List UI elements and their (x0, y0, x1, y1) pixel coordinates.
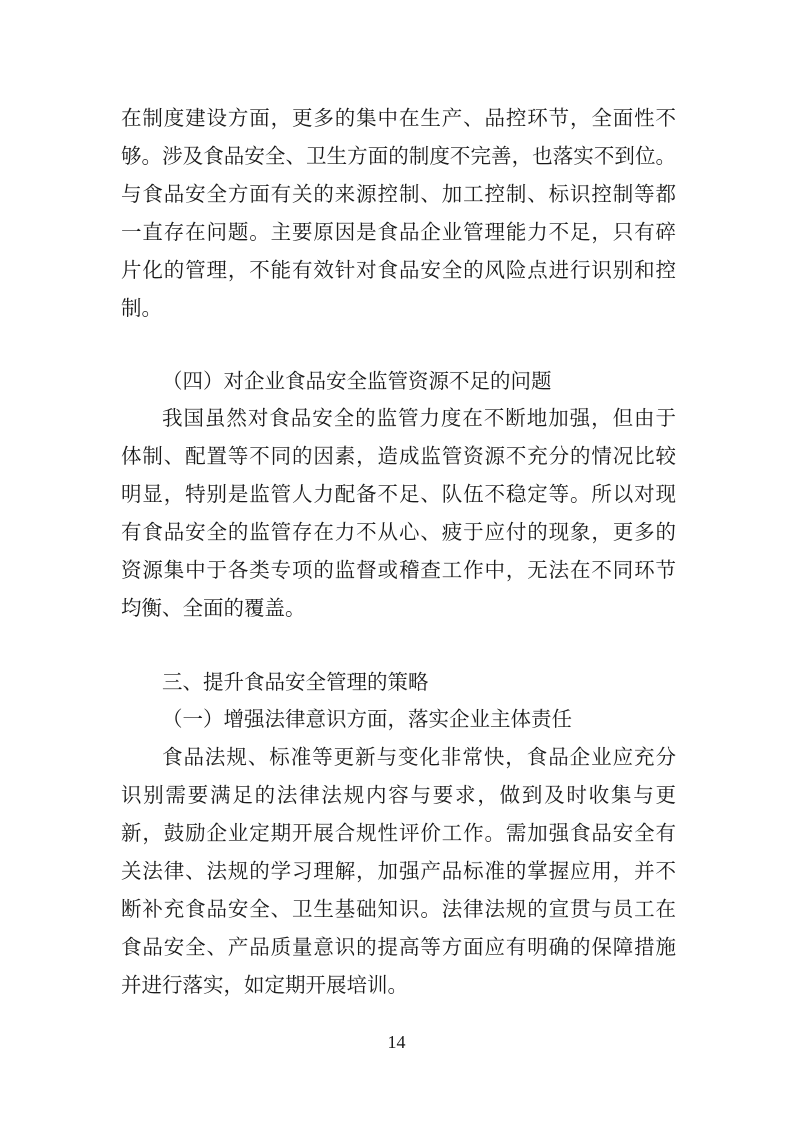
section-heading: 三、提升食品安全管理的策略 (162, 670, 429, 694)
paragraph-line: 与食品安全方面有关的来源控制、加工控制、标识控制等都 (121, 182, 676, 206)
subsection-heading: （一）增强法律意识方面，落实企业主体责任 (162, 707, 572, 731)
paragraph-line: 均衡、全面的覆盖。 (121, 596, 306, 620)
paragraph-line: 关法律、法规的学习理解，加强产品标准的掌握应用，并不 (121, 859, 676, 883)
paragraph-line: 一直存在问题。主要原因是食品企业管理能力不足，只有碎 (121, 220, 676, 244)
paragraph-line: 够。涉及食品安全、卫生方面的制度不完善，也落实不到位。 (121, 144, 676, 168)
paragraph-line: 在制度建设方面，更多的集中在生产、品控环节，全面性不 (121, 106, 676, 130)
paragraph-line: 并进行落实，如定期开展培训。 (121, 973, 408, 997)
paragraph-line: 食品安全、产品质量意识的提高等方面应有明确的保障措施 (121, 935, 676, 959)
paragraph-line: 我国虽然对食品安全的监管力度在不断地加强，但由于 (162, 406, 676, 430)
section-heading: （四）对企业食品安全监管资源不足的问题 (162, 369, 552, 393)
paragraph-line: 体制、配置等不同的因素，造成监管资源不充分的情况比较 (121, 444, 676, 468)
paragraph-line: 食品法规、标准等更新与变化非常快，食品企业应充分 (162, 745, 676, 769)
paragraph-line: 片化的管理，不能有效针对食品安全的风险点进行识别和控 (121, 258, 676, 282)
paragraph-line: 识别需要满足的法律法规内容与要求，做到及时收集与更 (121, 783, 676, 807)
paragraph-line: 有食品安全的监管存在力不从心、疲于应付的现象，更多的 (121, 520, 676, 544)
paragraph-line: 明显，特别是监管人力配备不足、队伍不稳定等。所以对现 (121, 482, 676, 506)
paragraph-line: 制。 (121, 296, 162, 320)
paragraph-line: 断补充食品安全、卫生基础知识。法律法规的宣贯与员工在 (121, 897, 676, 921)
paragraph-line: 资源集中于各类专项的监督或稽查工作中，无法在不同环节 (121, 558, 676, 582)
paragraph-line: 新，鼓励企业定期开展合规性评价工作。需加强食品安全有 (121, 821, 676, 845)
page-number: 14 (387, 1032, 406, 1052)
